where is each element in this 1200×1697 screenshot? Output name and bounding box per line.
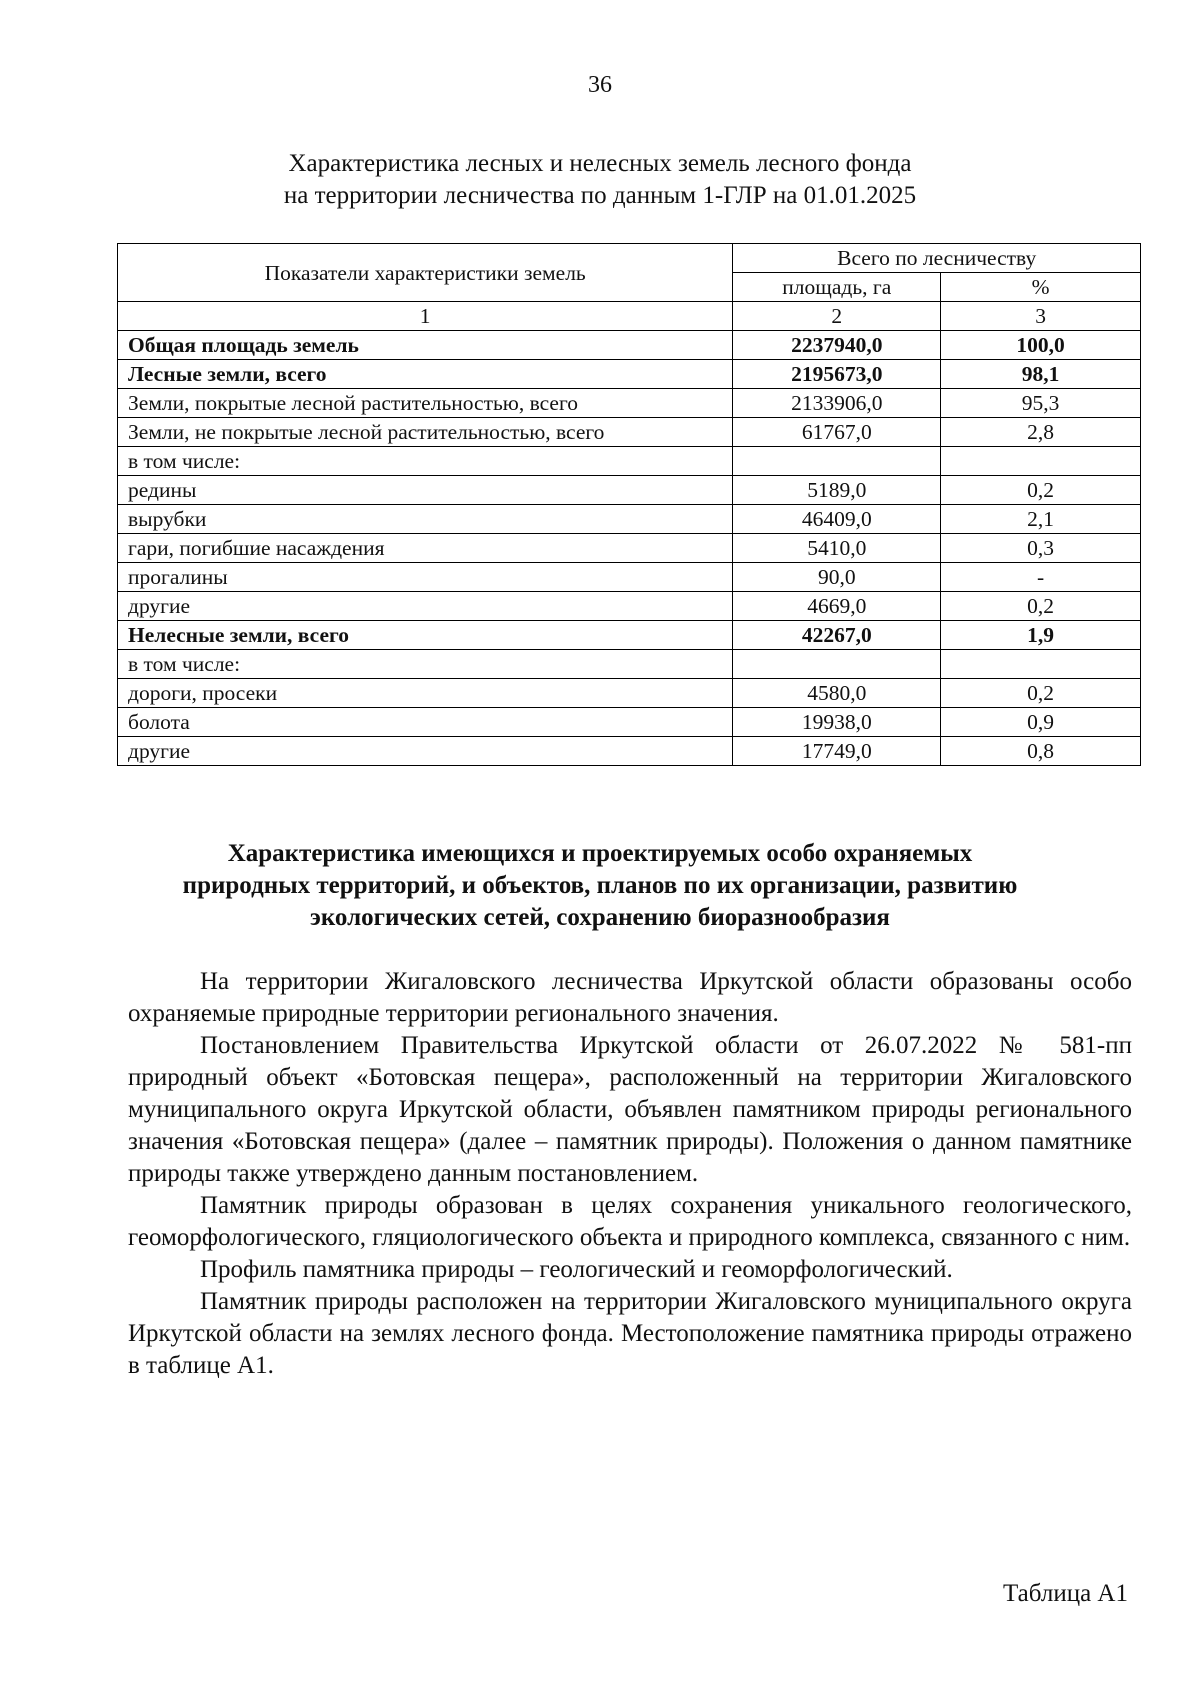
row-label: дороги, просеки	[118, 679, 733, 708]
row-label: Лесные земли, всего	[118, 360, 733, 389]
row-label: вырубки	[118, 505, 733, 534]
row-label: редины	[118, 476, 733, 505]
table-row	[118, 360, 1141, 389]
row-area: 42267,0	[733, 621, 941, 650]
row-area: 4669,0	[733, 592, 941, 621]
row-label: гари, погибшие насаждения	[118, 534, 733, 563]
row-area: 5410,0	[733, 534, 941, 563]
row-area: 90,0	[733, 563, 941, 592]
paragraph: На территории Жигаловского лесничества Иркутской области образованы особо охраняемые природные территории регионального значения.	[128, 968, 1132, 1027]
row-area: 2195673,0	[733, 360, 941, 389]
row-label: прогалины	[118, 563, 733, 592]
row-percent: 0,2	[941, 592, 1141, 621]
row-percent: 2,8	[941, 418, 1141, 447]
row-percent: 95,3	[941, 389, 1141, 418]
column-index: 3	[941, 302, 1141, 331]
body-text	[128, 966, 1132, 1382]
table-row	[118, 621, 1141, 650]
row-area: 4580,0	[733, 679, 941, 708]
table-reference: Таблица А1	[1003, 1580, 1128, 1607]
row-percent: 1,9	[941, 621, 1141, 650]
row-label: Нелесные земли, всего	[118, 621, 733, 650]
row-area: 61767,0	[733, 418, 941, 447]
section-heading-line: Характеристика имеющихся и проектируемых особо охраняемых	[227, 840, 973, 867]
row-area: 17749,0	[733, 737, 941, 766]
section-heading	[0, 838, 1200, 934]
row-area: 19938,0	[733, 708, 941, 737]
table-row	[118, 650, 1141, 679]
row-percent: 0,2	[941, 476, 1141, 505]
header-percent: %	[941, 273, 1141, 302]
row-percent	[941, 447, 1141, 476]
table-row	[118, 447, 1141, 476]
row-percent: 0,8	[941, 737, 1141, 766]
row-percent: 100,0	[941, 331, 1141, 360]
paragraph: Памятник природы образован в целях сохранения уникального геологического, геоморфологического, гляциологического объекта и природного комплекса, связанного с ним.	[128, 1192, 1132, 1251]
column-index: 1	[118, 302, 733, 331]
page-number: 36	[588, 72, 612, 98]
table-row	[118, 563, 1141, 592]
table-row	[118, 737, 1141, 766]
paragraph: Профиль памятника природы – геологический и геоморфологический.	[200, 1256, 953, 1283]
row-area: 2133906,0	[733, 389, 941, 418]
row-label: в том числе:	[118, 447, 733, 476]
row-area: 46409,0	[733, 505, 941, 534]
table-row	[118, 592, 1141, 621]
paragraph: Постановлением Правительства Иркутской области от 26.07.2022 № 581-пп природный объект «Ботовская пещера», расположенный на территории Жигаловского муниципального округа Иркутской области, объявлен памятником природы регионального значения «Ботовская пещера» (далее – памятник природы). Положения о данном памятнике природы также утверждено данным постановлением.	[128, 1032, 1132, 1187]
header-area: площадь, га	[733, 273, 941, 302]
row-label: Земли, не покрытые лесной растительностью, всего	[118, 418, 733, 447]
row-label: другие	[118, 737, 733, 766]
row-label: Земли, покрытые лесной растительностью, всего	[118, 389, 733, 418]
header-total-group: Всего по лесничеству	[733, 244, 1141, 273]
table-row	[118, 708, 1141, 737]
row-percent: 0,3	[941, 534, 1141, 563]
row-percent	[941, 650, 1141, 679]
row-label: в том числе:	[118, 650, 733, 679]
row-area: 5189,0	[733, 476, 941, 505]
row-area	[733, 650, 941, 679]
table-title	[0, 148, 1200, 212]
row-percent: 0,2	[941, 679, 1141, 708]
paragraph: Памятник природы расположен на территории Жигаловского муниципального округа Иркутской области на землях лесного фонда. Местоположение памятника природы отражено в таблице А1.	[128, 1288, 1132, 1379]
row-percent: 2,1	[941, 505, 1141, 534]
column-index: 2	[733, 302, 941, 331]
row-label: другие	[118, 592, 733, 621]
land-characteristics-table	[117, 243, 1141, 766]
row-percent: -	[941, 563, 1141, 592]
section-heading-line: природных территорий, и объектов, планов по их организации, развитию	[182, 872, 1018, 899]
table-row	[118, 534, 1141, 563]
section-heading-line: экологических сетей, сохранению биоразнообразия	[310, 904, 890, 931]
row-label: Общая площадь земель	[118, 331, 733, 360]
header-indicator: Показатели характеристики земель	[118, 244, 733, 302]
column-index-row	[118, 302, 1141, 331]
table-row	[118, 389, 1141, 418]
row-label: болота	[118, 708, 733, 737]
table-row	[118, 679, 1141, 708]
row-percent: 0,9	[941, 708, 1141, 737]
table-row	[118, 331, 1141, 360]
table-title-line: на территории лесничества по данным 1-ГЛР на 01.01.2025	[283, 182, 917, 209]
row-percent: 98,1	[941, 360, 1141, 389]
table-row	[118, 476, 1141, 505]
table-row	[118, 505, 1141, 534]
table-row	[118, 418, 1141, 447]
table-title-line: Характеристика лесных и нелесных земель лесного фонда	[288, 150, 912, 177]
row-area: 2237940,0	[733, 331, 941, 360]
row-area	[733, 447, 941, 476]
